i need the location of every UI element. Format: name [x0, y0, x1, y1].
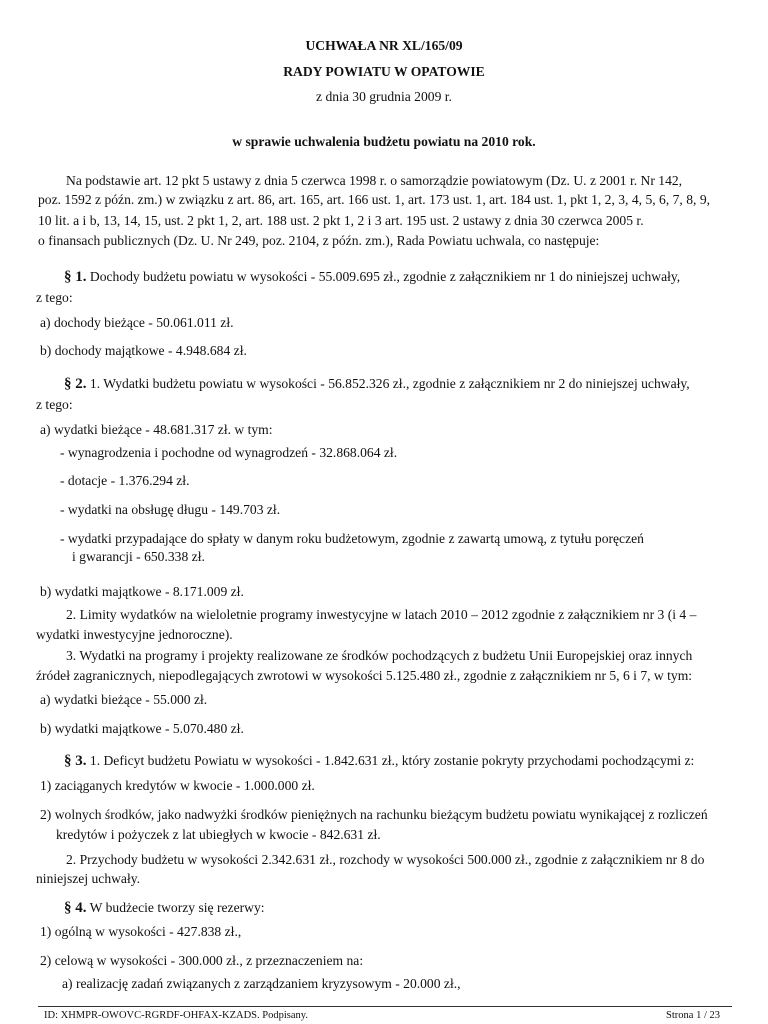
section-2-para-2-line-2: wydatki inwestycyjne jednoroczne). [36, 627, 233, 642]
preamble-line-3: 10 lit. a i b, 13, 14, 15, ust. 2 pkt 1, 2, art. 188 ust. 2 pkt 1, 2 i 3 art. 195 ust. 2 ustawy z dnia 30 czerwca 2005 r. [38, 213, 644, 228]
preamble-line-1: Na podstawie art. 12 pkt 5 ustawy z dnia 5 czerwca 1998 r. o samorządzie powiatowym (Dz. U. z 2001 r. Nr 142, [66, 173, 683, 188]
section-3-item-1: 1) zaciąganych kredytów w kwocie - 1.000.000 zł. [40, 778, 315, 793]
section-3-number: § 3. [64, 753, 87, 769]
section-3-text: 1. Deficyt budżetu Powiatu w wysokości - 1.842.631 zł., który zostanie pokryty przychodami pochodzącymi z: [86, 753, 695, 768]
section-2-heading [64, 375, 690, 393]
section-2-para-2-line-1: 2. Limity wydatków na wieloletnie programy inwestycyjne w latach 2010 – 2012 zgodnie z załącznikiem nr 3 (i 4 – [66, 607, 697, 622]
section-2-continuation: z tego: [36, 397, 73, 412]
section-1-text: Dochody budżetu powiatu w wysokości - 55.009.695 zł., zgodnie z załącznikiem nr 1 do niniejszej uchwały, [86, 269, 681, 284]
section-2-para-3-line-1: 3. Wydatki na programy i projekty realizowane ze środków pochodzących z budżetu Unii Europejskiej oraz innych [66, 648, 693, 663]
document-id: ID: XHMPR-OWOVC-RGRDF-OHFAX-KZADS. Podpisany. [44, 1010, 308, 1021]
section-1-item-b: b) dochody majątkowe - 4.948.684 zł. [40, 343, 247, 358]
section-2-item-a: a) wydatki bieżące - 48.681.317 zł. w tym: [40, 422, 273, 437]
section-3-para-2-line-1: 2. Przychody budżetu w wysokości 2.342.631 zł., rozchody w wysokości 500.000 zł., zgodnie z załącznikiem nr 8 do [66, 852, 705, 867]
section-2-item-b: b) wydatki majątkowe - 8.171.009 zł. [40, 584, 244, 599]
section-1-number: § 1. [64, 269, 87, 285]
section-2-item-a-guarantees-cont: i gwarancji - 650.338 zł. [72, 549, 205, 564]
section-2-number: § 2. [64, 376, 87, 392]
section-3-para-2-line-2: niniejszej uchwały. [36, 871, 141, 886]
section-2-item-a-grants: - dotacje - 1.376.294 zł. [60, 473, 190, 488]
council-name: RADY POWIATU W OPATOWIE [283, 64, 485, 79]
resolution-title: UCHWAŁA NR XL/165/09 [305, 38, 463, 53]
section-1-heading [64, 268, 680, 286]
section-2-para-3-item-a: a) wydatki bieżące - 55.000 zł. [40, 692, 208, 707]
footer-divider [38, 1006, 732, 1007]
resolution-subject: w sprawie uchwalenia budżetu powiatu na 2010 rok. [232, 134, 536, 149]
section-3-item-2-line-2: kredytów i pożyczek z lat ubiegłych w kwocie - 842.631 zł. [56, 827, 381, 842]
section-2-text: 1. Wydatki budżetu powiatu w wysokości - 56.852.326 zł., zgodnie z załącznikiem nr 2 do niniejszej uchwały, [86, 376, 690, 391]
section-2-item-a-guarantees: - wydatki przypadające do spłaty w danym roku budżetowym, zgodnie z zawartą umową, z tytułu poręczeń [60, 531, 644, 546]
section-4-text: W budżecie tworzy się rezerwy: [86, 900, 265, 915]
section-2-item-a-debt: - wydatki na obsługę długu - 149.703 zł. [60, 502, 281, 517]
resolution-date: z dnia 30 grudnia 2009 r. [316, 89, 452, 104]
page-number: Strona 1 / 23 [666, 1010, 720, 1021]
section-1-item-a: a) dochody bieżące - 50.061.011 zł. [40, 315, 234, 330]
section-2-para-3-item-b: b) wydatki majątkowe - 5.070.480 zł. [40, 721, 244, 736]
section-3-item-2-line-1: 2) wolnych środków, jako nadwyżki środków pieniężnych na rachunku bieżącym budżetu powiatu wynikającej z rozliczeń [40, 807, 708, 822]
section-4-number: § 4. [64, 900, 87, 916]
section-3-heading [64, 752, 694, 770]
section-4-item-2-a: a) realizację zadań związanych z zarządzaniem kryzysowym - 20.000 zł., [62, 976, 461, 991]
section-1-continuation: z tego: [36, 290, 73, 305]
preamble-line-4: o finansach publicznych (Dz. U. Nr 249, poz. 2104, z późn. zm.), Rada Powiatu uchwala, co następuje: [38, 233, 600, 248]
section-2-item-a-salaries: - wynagrodzenia i pochodne od wynagrodzeń - 32.868.064 zł. [60, 445, 398, 460]
section-4-item-2: 2) celową w wysokości - 300.000 zł., z przeznaczeniem na: [40, 953, 364, 968]
preamble-line-2: poz. 1592 z późn. zm.) w związku z art. 86, art. 165, art. 166 ust. 1, art. 173 ust. 1, art. 184 ust. 1, pkt 1, 2, 3, 4, 5, 6, 7, 8, 9, [38, 192, 711, 207]
section-4-heading [64, 899, 265, 917]
section-4-item-1: 1) ogólną w wysokości - 427.838 zł., [40, 924, 242, 939]
section-2-para-3-line-2: źródeł zagranicznych, niepodlegających zwrotowi w wysokości 5.125.480 zł., zgodnie z załącznikiem nr 5, 6 i 7, w tym: [36, 668, 693, 683]
